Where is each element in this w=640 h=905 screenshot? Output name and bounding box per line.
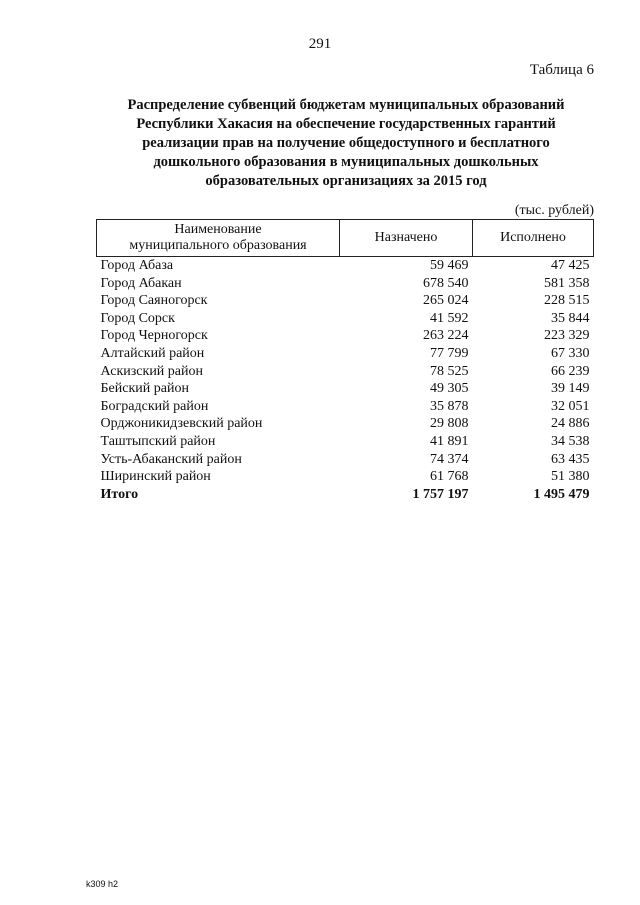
row-name: Боградский район — [100, 398, 209, 414]
row-executed: 47 425 — [551, 258, 590, 273]
total-name: Итого — [100, 486, 139, 502]
table-row — [97, 292, 594, 310]
row-executed: 39 149 — [551, 381, 590, 397]
row-executed: 581 358 — [544, 275, 590, 291]
row-name: Город Абакан — [100, 275, 182, 291]
document-title — [96, 96, 596, 191]
row-name: Усть-Абаканский район — [100, 451, 242, 467]
row-executed: 32 051 — [551, 398, 590, 414]
page-number: 291 — [308, 36, 332, 52]
subvention-table — [96, 219, 594, 503]
table-row — [97, 380, 594, 398]
header-name-line1: Наименование — [174, 222, 262, 237]
row-name: Ширинский район — [100, 469, 211, 485]
row-name: Город Саяногорск — [100, 293, 208, 309]
row-assigned: 78 525 — [430, 363, 469, 379]
header-assigned: Назначено — [340, 220, 473, 257]
row-assigned: 41 592 — [430, 310, 469, 326]
row-assigned: 678 540 — [423, 275, 469, 291]
row-name: Город Черногорск — [100, 328, 208, 344]
title-line: образовательных организациях за 2015 год — [205, 173, 487, 189]
row-name: Орджоникидзевский район — [100, 416, 263, 432]
header-executed: Исполнено — [473, 220, 594, 257]
row-assigned: 29 808 — [430, 416, 469, 432]
row-name: Город Сорск — [100, 310, 175, 326]
row-name: Таштыпский район — [100, 433, 216, 449]
title-line: Распределение субвенций бюджетам муниципальных образований — [127, 97, 565, 113]
title-line: Республики Хакасия на обеспечение государственных гарантий — [136, 116, 556, 132]
table-row — [97, 275, 594, 293]
row-name: Бейский район — [100, 381, 189, 397]
footer-code: k309 h2 — [86, 879, 119, 889]
row-name: Алтайский район — [100, 345, 205, 361]
row-executed: 35 844 — [551, 310, 590, 326]
row-name: Аскизский район — [100, 363, 203, 379]
row-executed: 66 239 — [551, 363, 590, 379]
row-executed: 51 380 — [551, 469, 590, 485]
row-executed: 228 515 — [544, 293, 590, 309]
total-executed: 1 495 479 — [533, 486, 590, 502]
table-row — [97, 415, 594, 433]
table-row — [97, 451, 594, 469]
table-row — [97, 363, 594, 381]
row-assigned: 59 469 — [430, 258, 469, 273]
table-row — [97, 345, 594, 363]
header-name-line2: муниципального образования — [129, 238, 307, 253]
table-row — [97, 310, 594, 328]
row-assigned: 265 024 — [423, 293, 469, 309]
table-header-row — [97, 220, 594, 257]
row-assigned: 77 799 — [430, 345, 469, 361]
row-executed: 67 330 — [551, 345, 590, 361]
total-assigned: 1 757 197 — [412, 486, 469, 502]
row-executed: 223 329 — [544, 328, 590, 344]
row-assigned: 263 224 — [423, 328, 469, 344]
title-line: дошкольного образования в муниципальных дошкольных — [153, 154, 539, 170]
row-executed: 63 435 — [551, 451, 590, 467]
row-name: Город Абаза — [100, 258, 174, 273]
row-assigned: 74 374 — [430, 451, 469, 467]
row-executed: 34 538 — [551, 433, 590, 449]
table-label: Таблица 6 — [529, 62, 594, 78]
table-row — [97, 327, 594, 345]
table-row — [97, 257, 594, 275]
row-executed: 24 886 — [551, 416, 590, 432]
table-total-row — [97, 486, 594, 504]
row-assigned: 41 891 — [430, 433, 469, 449]
table-row — [97, 468, 594, 486]
header-name — [97, 220, 340, 257]
row-assigned: 49 305 — [430, 381, 469, 397]
table-row — [97, 398, 594, 416]
title-line: реализации прав на получение общедоступного и бесплатного — [142, 135, 550, 151]
units-note: (тыс. рублей) — [514, 203, 594, 218]
row-assigned: 61 768 — [430, 469, 469, 485]
row-assigned: 35 878 — [430, 398, 469, 414]
table-row — [97, 433, 594, 451]
